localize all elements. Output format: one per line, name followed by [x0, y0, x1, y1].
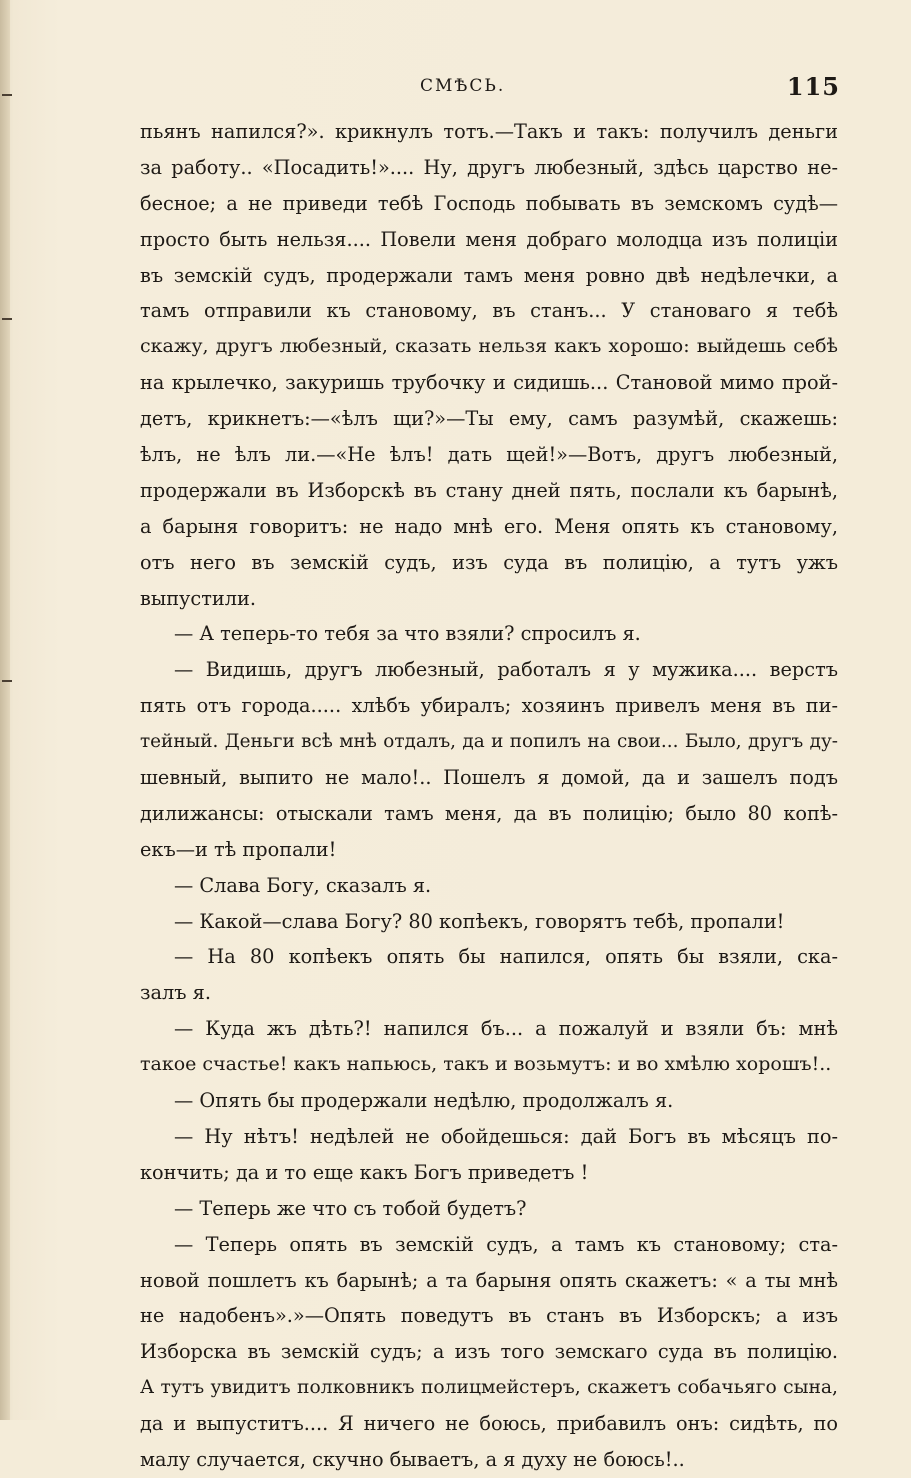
text-line: шевный, выпито не мало!.. Пошелъ я домой, да и зашелъ подъ [140, 766, 838, 790]
text-line: — Опять бы продержали недѣлю, продолжалъ я. [174, 1089, 674, 1113]
page-header [140, 72, 840, 102]
text-line: за работу.. «Посадить!».... Ну, другъ любезный, здѣсь царство не- [140, 155, 838, 179]
binding-edge [0, 0, 10, 1420]
text-line: не надобенъ».»—Опять поведутъ въ станъ въ Изборскъ; а изъ [140, 1304, 838, 1328]
text-line: — А теперь-то тебя за что взяли? спросилъ я. [174, 622, 641, 646]
text-line: продержали въ Изборскѣ въ стану дней пять, послали къ барынѣ, [140, 478, 838, 502]
text-line: новой пошлетъ къ барынѣ; а та барыня опять скажетъ: « а ты мнѣ [140, 1268, 838, 1292]
text-line: тейный. Деньги всѣ мнѣ отдалъ, да и попилъ на свои... Было, другъ ду- [140, 731, 838, 753]
text-line: екъ—и тѣ пропали! [140, 837, 337, 861]
edge-mark [2, 318, 12, 320]
text-line: — Слава Богу, сказалъ я. [174, 873, 432, 897]
text-line: тамъ отправили къ становому, въ станъ... У становаго я тебѣ [140, 299, 838, 323]
text-line: бесное; а не приведи тебѣ Господь побывать въ земскомъ судѣ— [140, 191, 838, 215]
text-line: — Куда жъ дѣть?! напился бъ... а пожалуй и взяли бъ: мнѣ [174, 1017, 838, 1041]
text-line: просто быть нельзя.... Повели меня добраго молодца изъ полиціи [140, 227, 838, 251]
text-line: ѣлъ, не ѣлъ ли.—«Не ѣлъ! дать щей!»—Вотъ, другъ любезный, [140, 443, 838, 467]
text-line: — Видишь, другъ любезный, работалъ я у мужика.... верстъ [174, 658, 838, 682]
text-line: а барыня говоритъ: не надо мнѣ его. Меня опять къ становому, [140, 514, 838, 538]
text-line: залъ я. [140, 981, 211, 1005]
text-line: Изборска въ земскій судъ; а изъ того земскаго суда въ полицію. [140, 1340, 838, 1364]
page-number: 115 [786, 72, 840, 101]
text-line: скажу, другъ любезный, сказать нельзя какъ хорошо: выйдешь себѣ [140, 335, 838, 358]
text-line: въ земскій судъ, продержали тамъ меня ровно двѣ недѣлечки, а [140, 263, 838, 287]
text-line: — Теперь же что съ тобой будетъ? [174, 1196, 527, 1220]
running-head: СМѢСЬ. [420, 76, 506, 96]
edge-mark [2, 94, 12, 96]
text-line: пьянъ напился?». крикнулъ тотъ.—Такъ и такъ: получилъ деньги [140, 120, 838, 143]
text-line: на крылечко, закуришь трубочку и сидишь... Становой мимо прой- [140, 371, 838, 395]
text-line: пять отъ города..... хлѣбъ убиралъ; хозяинъ привелъ меня въ пи- [140, 694, 838, 718]
text-line: дилижансы: отыскали тамъ меня, да въ полицію; было 80 копѣ- [140, 801, 838, 825]
text-line: такое счастье! какъ напьюсь, такъ и возьмутъ: и во хмѣлю хорошъ!.. [140, 1053, 832, 1076]
text-line: малу случается, скучно бываетъ, а я духу не боюсь!.. [140, 1447, 685, 1471]
text-line: выпустили. [140, 586, 256, 610]
text-line: отъ него въ земскій судъ, изъ суда въ полицію, а тутъ ужъ [140, 550, 838, 574]
text-line: детъ, крикнетъ:—«ѣлъ щи?»—Ты ему, самъ разумѣй, скажешь: [140, 407, 838, 431]
text-line: да и выпуститъ.... Я ничего не боюсь, прибавилъ онъ: сидѣть, по [140, 1412, 838, 1436]
text-line: кончить; да и то еще какъ Богъ приведетъ ! [140, 1160, 589, 1184]
text-line: — На 80 копѣекъ опять бы напился, опять бы взяли, ска- [174, 945, 838, 969]
edge-mark [2, 680, 12, 682]
text-line: — Какой—слава Богу? 80 копѣекъ, говорятъ тебѣ, пропали! [174, 909, 785, 933]
text-line: — Теперь опять въ земскій судъ, а тамъ къ становому; ста- [174, 1232, 838, 1256]
text-line: А тутъ увидитъ полковникъ полицмейстеръ, скажетъ собачьяго сына, [140, 1377, 838, 1399]
text-line: — Ну нѣтъ! недѣлей не обойдешься: дай Богъ въ мѣсяцъ по- [174, 1124, 838, 1148]
body-text [140, 114, 838, 1478]
